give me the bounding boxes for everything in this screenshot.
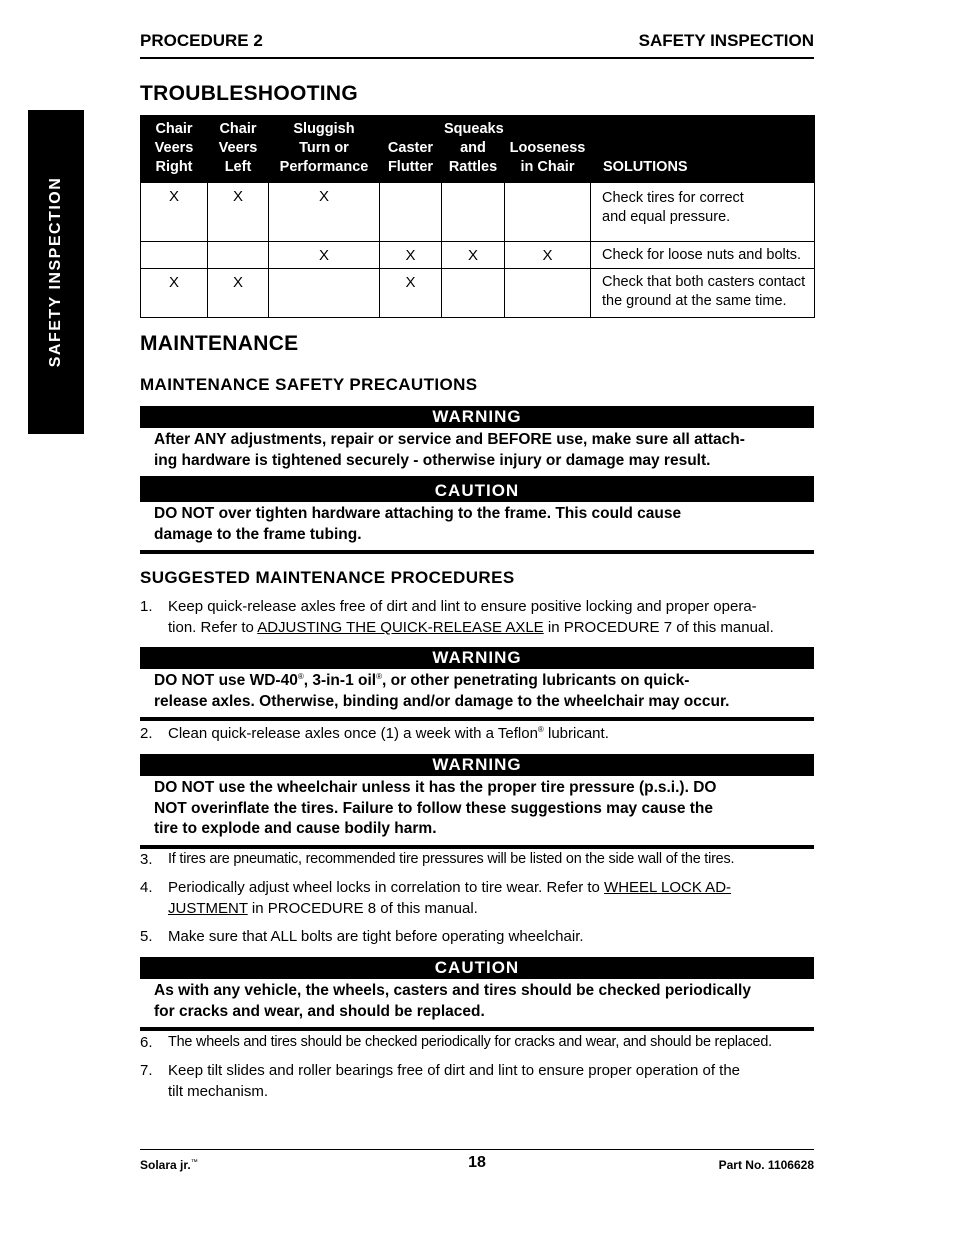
table-cell: [442, 183, 505, 242]
table-cell: X: [141, 183, 208, 242]
table-row: [141, 242, 815, 269]
warning-text: After ANY adjustments, repair or service and BEFORE use, make sure all attach- ing hardware is tightened securely - otherwise injury or damage may result.: [154, 431, 745, 469]
troubleshooting-title: TROUBLESHOOTING: [140, 82, 358, 105]
header-cell: Looseness in Chair: [505, 116, 591, 183]
table-header-row: [141, 116, 815, 183]
table-cell: [141, 242, 208, 269]
solution-cell: Check tires for correct and equal pressure.: [591, 183, 815, 242]
troubleshooting-table: [140, 115, 815, 318]
header-cell: Caster Flutter: [380, 116, 442, 183]
table-cell: X: [208, 269, 269, 318]
header-section: SAFETY INSPECTION: [638, 31, 814, 50]
warning-notice: [140, 754, 814, 849]
warning-text: DO NOT use WD-40®, 3-in-1 oil®, or other penetrating lubricants on quick- release axles. Otherwise, binding and/or damage to the wheelchair may occur.: [154, 671, 730, 710]
side-tab: [28, 110, 84, 434]
warning-text: DO NOT use the wheelchair unless it has the proper tire pressure (p.s.i.). DO NOT overinflate the tires. Failure to follow these suggestions may cause the tire to explode and cause bodily harm.: [154, 779, 717, 837]
table-cell: X: [442, 242, 505, 269]
caution-notice: [140, 480, 814, 554]
list-item: 6. The wheels and tires should be checked periodically for cracks and wear, and should be replaced.: [140, 1034, 772, 1051]
page-header: [140, 31, 814, 59]
side-tab-label: SAFETY INSPECTION: [47, 176, 64, 368]
list-item: 1. Keep quick-release axles free of dirt and lint to ensure positive locking and proper opera- tion. Refer to ADJUSTING THE QUICK-RELEASE AXLE in PROCEDURE 7 of this manual.: [140, 598, 774, 636]
list-item: 3. If tires are pneumatic, recommended tire pressures will be listed on the side wall of the tires.: [140, 851, 735, 868]
list-item: 7. Keep tilt slides and roller bearings free of dirt and lint to ensure proper operation of the tilt mechanism.: [140, 1062, 741, 1100]
header-cell: Sluggish Turn or Performance: [269, 116, 380, 183]
part-number: Part No. 1106628: [718, 1158, 814, 1172]
table-cell: X: [380, 269, 442, 318]
list-item: 2. Clean quick-release axles once (1) a week with a Teflon® lubricant.: [140, 725, 609, 742]
precautions-title: MAINTENANCE SAFETY PRECAUTIONS: [140, 375, 478, 394]
caution-text: As with any vehicle, the wheels, casters and tires should be checked periodically for cracks and wear, and should be replaced.: [154, 982, 751, 1020]
header-cell-solutions: SOLUTIONS: [591, 116, 815, 183]
page-footer: [140, 1149, 814, 1174]
table-cell: X: [269, 183, 380, 242]
table-cell: X: [208, 183, 269, 242]
table-cell: X: [505, 242, 591, 269]
warning-label: WARNING: [140, 647, 814, 669]
warning-notice: [140, 406, 814, 480]
table-cell: X: [380, 242, 442, 269]
warning-label: WARNING: [140, 406, 814, 428]
header-procedure: PROCEDURE 2: [140, 31, 263, 50]
page-number: 18: [468, 1154, 486, 1171]
warning-notice: [140, 647, 814, 721]
header-cell: Squeaks and Rattles: [442, 116, 505, 183]
warning-label: WARNING: [140, 754, 814, 776]
header-cell: Chair Veers Left: [208, 116, 269, 183]
procedures-title: SUGGESTED MAINTENANCE PROCEDURES: [140, 568, 515, 587]
table-cell: X: [269, 242, 380, 269]
list-item: 4. Periodically adjust wheel locks in correlation to tire wear. Refer to WHEEL LOCK AD- JUSTMENT in PROCEDURE 8 of this manual.: [140, 879, 732, 917]
solution-cell: Check for loose nuts and bolts.: [591, 242, 815, 269]
header-cell: Chair Veers Right: [141, 116, 208, 183]
caution-label: CAUTION: [140, 957, 814, 979]
maintenance-title: MAINTENANCE: [140, 332, 299, 355]
link-quick-release-axle: ADJUSTING THE QUICK-RELEASE AXLE: [257, 619, 544, 636]
table-row: [141, 269, 815, 318]
table-cell: [442, 269, 505, 318]
table-cell: [208, 242, 269, 269]
table-cell: [269, 269, 380, 318]
caution-label: CAUTION: [140, 480, 814, 502]
table-row: [141, 183, 815, 242]
caution-text: DO NOT over tighten hardware attaching to the frame. This could cause damage to the frame tubing.: [154, 505, 682, 543]
table-cell: [505, 269, 591, 318]
caution-notice: [140, 957, 814, 1031]
footer-product: Solara jr.™: [140, 1158, 198, 1172]
table-cell: [380, 183, 442, 242]
list-item: 5. Make sure that ALL bolts are tight before operating wheelchair.: [140, 928, 584, 945]
link-wheel-lock-adjustment: WHEEL LOCK AD-: [604, 879, 732, 896]
table-cell: [505, 183, 591, 242]
table-cell: X: [141, 269, 208, 318]
solution-cell: Check that both casters contact the ground at the same time.: [591, 269, 815, 318]
